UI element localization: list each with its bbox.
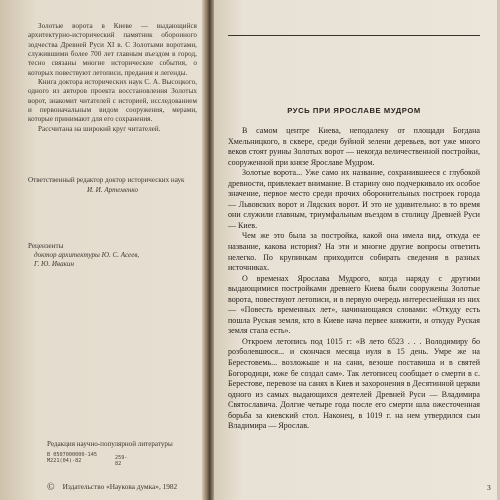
catalog-codes <box>47 452 128 468</box>
chapter-heading: РУСЬ ПРИ ЯРОСЛАВЕ МУДРОМ <box>287 106 421 115</box>
right-page <box>214 0 500 500</box>
code-side: 259-82 <box>115 455 128 468</box>
annotation-paragraph: Рассчитана на широкий круг читателей. <box>38 124 161 133</box>
annotation-paragraph: Золотые ворота в Киеве — выдающийся архитектурно-исторический памятник оборонного зодчества Древней Руси XI в. С Золотыми воротами, служившими более 700 лет главным въездом в город, тесно связаны многие исторические события, о которых повествуют летописи, предания и легенды. <box>28 22 197 77</box>
reviewer-name: доктор архитектуры Ю. С. Асеев, <box>34 250 140 259</box>
code-line: В 0507000000-145 <box>47 452 97 458</box>
body-paragraph: О временах Ярослава Мудрого, когда наряду с другими выдающимися постройками древнего Киева были сооружены Золотые ворота, повествуют летописи, и в первую очередь интереснейшая из них — «Повесть временных лет», начинающаяся словами: «Откуду есть пошла Руская земля, кто в Киеве нача первее княжити, и откуду Руская земля стала есть». <box>228 273 480 336</box>
editor-label: Ответственный редактор доктор исторических наук <box>28 176 185 185</box>
annotation-paragraph: Книга доктора исторических наук С. А. Высоцкого, одного из авторов проекта восстановления Золотых ворот, знакомит читателей с историей, исследованием и первоначальным видом сооружения, мерами, которые принимают для его сохранения. <box>28 78 197 124</box>
redaction-line: Редакция научно-популярной литературы <box>47 440 173 448</box>
editor-name: И. И. Артеменко <box>86 186 138 195</box>
code-line: М221(04)-82 <box>47 458 82 465</box>
editor-block <box>28 176 197 195</box>
body-paragraph: Чем же это была за постройка, какой она имела вид, откуда ее название, какова история? На эти и многие другие вопросы ответить нелегко. По крупинкам приходится собирать сведения в разных источниках. <box>228 231 480 273</box>
reviewers-block <box>28 242 197 270</box>
left-page <box>0 0 205 500</box>
reviewers-label: Рецензенты <box>28 241 64 250</box>
body-paragraph: Откроем летопись под 1015 г: «В лето 6523 . . . Володимиру бо розболевшюся... и скончася месяца иуля в 15 день. Умре же на Берестовемь... возложьше и на сани, везоше поставиша и в святей Богородици, юже бе создал сам». Так летописец сообщает о смерти в с. Берестове, перевозе на санях в Киев и захоронения в Десятинной церкви одного из самых выдающихся деятелей Древней Руси — Владимира Святославича. Долгие четыре года после его смерти шла ожесточенная борьба за киевский стол. Наконец, в 1019 г. на нем утвердился сын Владимира — Ярослав. <box>228 336 480 431</box>
page-number: 3 <box>487 483 491 492</box>
body-paragraph: Золотые ворота... Уже само их название, сохранившееся с глубокой древности, привлекает внимание. В старину оно подчеркивало их особое значение, первое место среди прочих оборонительных построек города — Львовских ворот и Лядских ворот. И это не удивительно: в то время они служили главным, триумфальным въездом в столицу Древней Руси — Киев. <box>228 168 480 230</box>
copyright-text: Издательство «Наукова думка», 1982 <box>62 482 178 491</box>
reviewer-name: Г. Ю. Ивакин <box>34 260 75 269</box>
copyright-symbol: © <box>47 482 55 493</box>
annotation <box>28 22 197 134</box>
body-paragraph: В самом центре Киева, неподалеку от площади Богдана Хмельницкого, в сквере, среди буйной зелени деревьев, вот уже много веков стоят руины Золотых ворот — некогда величественной постройки, сооруженной при князе Ярославе Мудром. <box>228 126 480 167</box>
copyright-line <box>47 482 177 493</box>
chapter-body <box>228 126 480 432</box>
top-rule <box>228 35 480 36</box>
